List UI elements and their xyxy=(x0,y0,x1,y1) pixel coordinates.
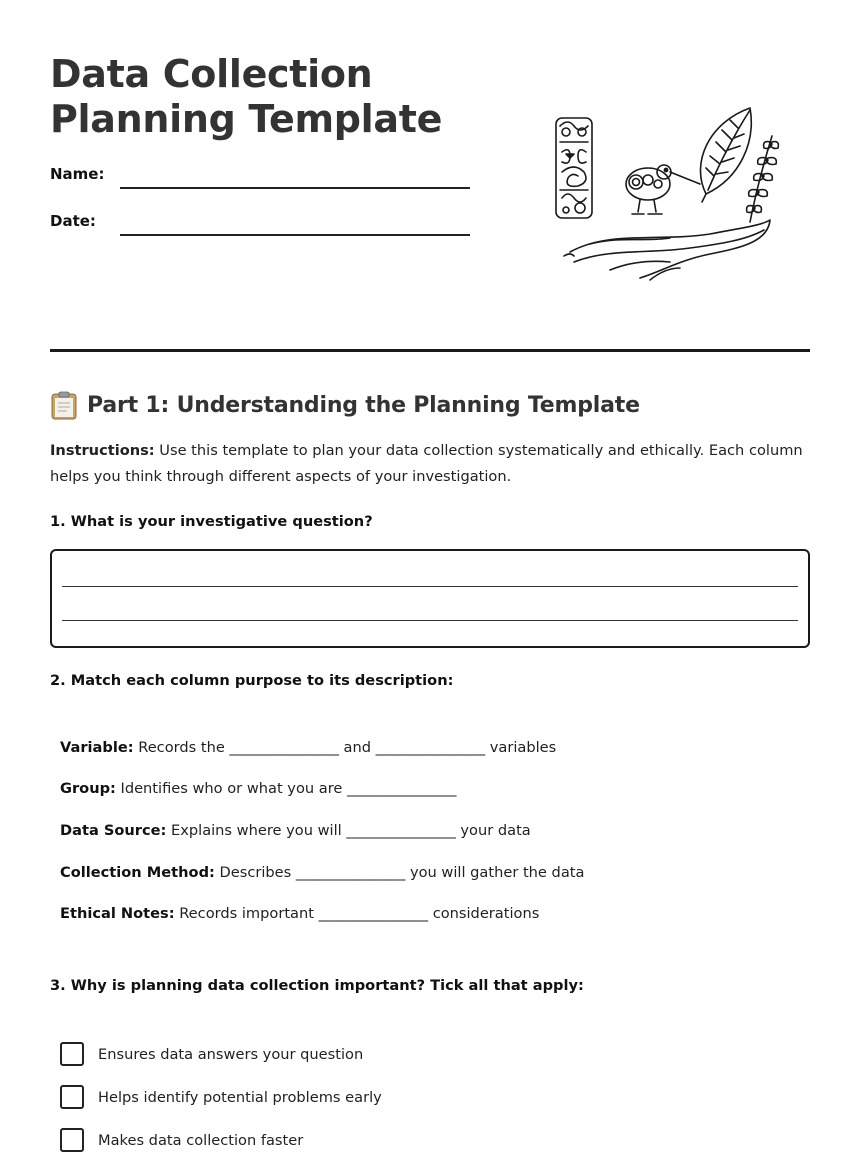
kiwi-bird-icon xyxy=(626,165,700,214)
match-item-group xyxy=(60,780,456,797)
match-item-variable xyxy=(60,739,556,756)
worksheet-page xyxy=(50,0,810,1161)
answer-line[interactable] xyxy=(62,620,798,621)
instructions-label: Instructions: xyxy=(50,442,155,459)
part1-title: Part 1: Understanding the Planning Template xyxy=(87,392,640,418)
checklist-item[interactable] xyxy=(60,1085,382,1109)
question-2: 2. Match each column purpose to its description: xyxy=(50,672,454,689)
checkbox-label: Ensures data answers your question xyxy=(98,1045,364,1063)
match-description: Records the _______________ and _______________ variables xyxy=(133,739,557,756)
match-term: Group: xyxy=(60,780,116,797)
name-label: Name: xyxy=(50,165,105,183)
date-input-line[interactable] xyxy=(120,234,470,236)
match-description: Records important _______________ considerations xyxy=(174,905,540,922)
fern-icon xyxy=(747,136,779,222)
name-input-line[interactable] xyxy=(120,187,470,189)
checkbox-label: Makes data collection faster xyxy=(98,1131,304,1149)
date-field xyxy=(50,212,470,236)
page-title: Data Collection Planning Template xyxy=(50,52,443,141)
clipboard-icon xyxy=(50,390,78,420)
match-term: Data Source: xyxy=(60,822,167,839)
instructions xyxy=(50,438,810,490)
date-label: Date: xyxy=(50,212,96,230)
instructions-text: Use this template to plan your data collection systematically and ethically. Each column helps you think through different aspects of your investigation. xyxy=(50,442,803,485)
driftwood-icon xyxy=(564,220,770,280)
checkbox[interactable] xyxy=(60,1085,84,1109)
match-item-ethical-notes xyxy=(60,905,539,922)
answer-box[interactable] xyxy=(50,549,810,648)
answer-line[interactable] xyxy=(62,586,798,587)
match-term: Collection Method: xyxy=(60,864,215,881)
match-description: Explains where you will _______________ your data xyxy=(166,822,531,839)
match-item-data-source xyxy=(60,822,531,839)
question-1: 1. What is your investigative question? xyxy=(50,513,373,530)
checklist-item[interactable] xyxy=(60,1128,303,1152)
match-term: Ethical Notes: xyxy=(60,905,175,922)
checkbox[interactable] xyxy=(60,1042,84,1066)
nature-illustration xyxy=(550,102,790,282)
question-3: 3. Why is planning data collection important? Tick all that apply: xyxy=(50,977,584,994)
match-description: Describes _______________ you will gather the data xyxy=(214,864,585,881)
carving-icon xyxy=(556,118,592,218)
section-divider xyxy=(50,349,810,352)
checkbox[interactable] xyxy=(60,1128,84,1152)
checklist-item[interactable] xyxy=(60,1042,363,1066)
match-item-collection-method xyxy=(60,864,584,881)
name-field xyxy=(50,165,470,189)
checkbox-label: Helps identify potential problems early xyxy=(98,1088,382,1106)
leaf-icon xyxy=(700,108,751,202)
match-description: Identifies who or what you are _______________ xyxy=(115,780,457,797)
match-term: Variable: xyxy=(60,739,134,756)
part1-heading xyxy=(50,388,640,422)
